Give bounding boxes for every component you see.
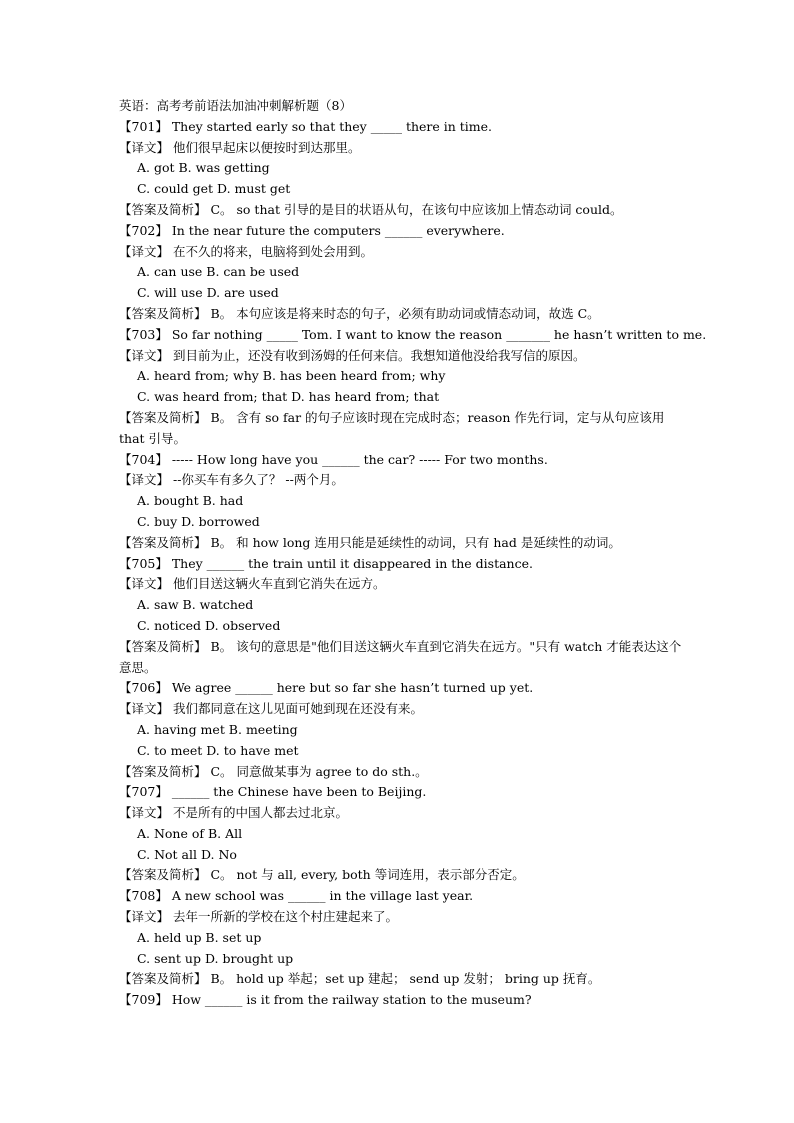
answer-text: 【答案及简析】 C。 so that 引导的是目的状语从句，在该句中应该加上情态动词 could。 <box>119 201 623 217</box>
question-text-709: 【709】 How ______ is it from the railway station to the museum? <box>119 992 532 1008</box>
question-text: 【704】 ----- How long have you ______ the car? ----- For two months. <box>119 451 548 467</box>
options-line: C. to meet D. to have met <box>137 742 299 758</box>
question-block-705 <box>119 554 689 679</box>
answer-text: 【答案及简析】 B。 和 how long 连用只能是延续性的动词，只有 had 是延续性的动词。 <box>119 534 621 550</box>
translation-text: 【译文】 --你买车有多久了？ --两个月。 <box>119 472 344 488</box>
question-block-707 <box>119 782 689 886</box>
answer-text: 【答案及简析】 B。 含有 so far 的句子应该时现在完成时态；reason 作先行词，定与从句应该用 that 引导。 <box>119 409 665 446</box>
options-line: A. having met B. meeting <box>137 721 298 737</box>
question-text: 【707】 ______ the Chinese have been to Beijing. <box>119 784 427 800</box>
options-line: C. was heard from; that D. has heard from; that <box>137 389 440 405</box>
options-line: C. will use D. are used <box>137 285 279 301</box>
translation-text: 【译文】 去年一所新的学校在这个村庄建起来了。 <box>119 909 398 925</box>
answer-text: 【答案及简析】 B。 该句的意思是"他们目送这辆火车直到它消失在远方。"只有 watch 才能表达这个意思。 <box>119 638 682 675</box>
options-line: C. Not all D. No <box>137 846 237 862</box>
question-text: 【703】 So far nothing _____ Tom. I want to know the reason _______ he hasn’t written to me. <box>119 326 707 342</box>
question-block-703 <box>119 325 707 450</box>
translation-text: 【译文】 在不久的将来，电脑将到处会用到。 <box>119 243 373 259</box>
question-block-702 <box>119 221 689 325</box>
options-line: A. heard from; why B. has been heard from; why <box>137 368 446 384</box>
translation-text: 【译文】 我们都同意在这儿见面可她到现在还没有来。 <box>119 701 423 717</box>
options-line: A. saw B. watched <box>137 597 254 613</box>
answer-text: 【答案及简析】 C。 同意做某事为 agree to do sth.。 <box>119 763 428 779</box>
question-text: 【708】 A new school was ______ in the village last year. <box>119 888 474 904</box>
options-line: C. buy D. borrowed <box>137 513 260 529</box>
answer-text: 【答案及简析】 B。 hold up 举起；set up 建起； send up 发射； bring up 抚育。 <box>119 971 601 987</box>
question-text: 【706】 We agree ______ here but so far she hasn’t turned up yet. <box>119 680 534 696</box>
question-text: 【705】 They ______ the train until it disappeared in the distance. <box>119 555 533 571</box>
answer-text: 【答案及简析】 B。 本句应该是将来时态的句子，必须有助动词或情态动词，故选 C。 <box>119 305 600 321</box>
options-line: C. could get D. must get <box>137 181 291 197</box>
page-title: 英语：高考考前语法加油冲刺解析题（8） <box>119 98 352 113</box>
translation-text: 【译文】 他们目送这辆火车直到它消失在远方。 <box>119 576 386 592</box>
document-page <box>119 96 707 1011</box>
options-line: A. bought B. had <box>137 493 244 509</box>
translation-text: 【译文】 到目前为止，还没有收到汤姆的任何来信。我想知道他没给我写信的原因。 <box>119 347 586 363</box>
question-text: 【702】 In the near future the computers ______ everywhere. <box>119 222 505 238</box>
options-line: C. sent up D. brought up <box>137 950 294 966</box>
question-text: 【701】 They started early so that they _____ there in time. <box>119 118 493 134</box>
translation-text: 【译文】 他们很早起床以便按时到达那里。 <box>119 139 361 155</box>
question-block-704 <box>119 450 689 554</box>
translation-text: 【译文】 不是所有的中国人都去过北京。 <box>119 805 348 821</box>
options-line: A. can use B. can be used <box>137 264 300 280</box>
options-line: A. got B. was getting <box>137 160 270 176</box>
question-block-701 <box>119 117 689 221</box>
question-block-708 <box>119 886 689 990</box>
options-line: C. noticed D. observed <box>137 617 281 633</box>
question-block-706 <box>119 678 689 782</box>
answer-text: 【答案及简析】 C。 not 与 all, every, both 等词连用，表示部分否定。 <box>119 867 525 883</box>
options-line: A. None of B. All <box>137 825 243 841</box>
options-line: A. held up B. set up <box>137 929 262 945</box>
